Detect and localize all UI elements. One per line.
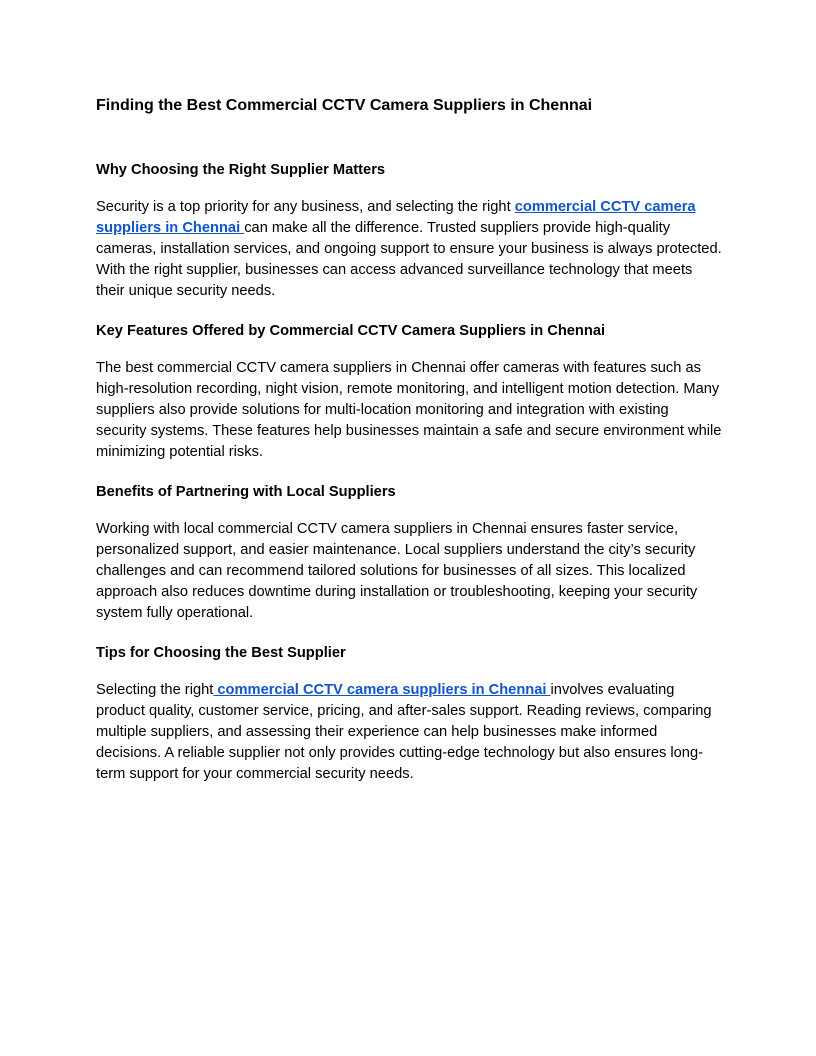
section-paragraph-tips	[96, 680, 722, 785]
section-heading-local-suppliers: Benefits of Partnering with Local Suppliers	[96, 484, 396, 500]
cctv-suppliers-link[interactable]: commercial CCTV camera suppliers in Chennai	[213, 682, 551, 698]
paragraph-text: Security is a top priority for any business, and selecting the right	[96, 199, 515, 215]
paragraph-text: Selecting the right	[96, 682, 214, 698]
paragraph-text: involves evaluating product quality, customer service, pricing, and after-sales support. Reading reviews, comparing multiple suppliers, and assessing their experience can help businesses make informed decisions. A reliable supplier not only provides cutting-edge technology but also ensures long-term support for your commercial security needs.	[96, 682, 712, 782]
section-heading-supplier-matters: Why Choosing the Right Supplier Matters	[96, 162, 386, 178]
cctv-suppliers-link[interactable]: commercial CCTV camera suppliers in Chennai	[96, 199, 696, 236]
section-paragraph-key-features: The best commercial CCTV camera suppliers in Chennai offer cameras with features such as high-resolution recording, night vision, remote monitoring, and intelligent motion detection. Many suppliers also provide solutions for multi-location monitoring and integration with existing security systems. These features help businesses maintain a safe and secure environment while minimizing potential risks.	[96, 360, 722, 460]
section-heading-key-features: Key Features Offered by Commercial CCTV Camera Suppliers in Chennai	[96, 323, 606, 339]
section-paragraph-local-suppliers: Working with local commercial CCTV camera suppliers in Chennai ensures faster service, personalized support, and easier maintenance. Local suppliers understand the city’s security challenges and can recommend tailored solutions for businesses of all sizes. This localized approach also reduces downtime during installation or troubleshooting, keeping your security system fully operational.	[96, 521, 698, 621]
document-page	[96, 94, 722, 804]
section-heading-tips: Tips for Choosing the Best Supplier	[96, 645, 346, 661]
section-paragraph-supplier-matters	[96, 197, 722, 302]
page-title: Finding the Best Commercial CCTV Camera Suppliers in Chennai	[96, 97, 593, 114]
paragraph-text: can make all the difference. Trusted suppliers provide high-quality cameras, installation services, and ongoing support to ensure your business is always protected. With the right supplier, businesses can access advanced surveillance technology that meets their unique security needs.	[96, 220, 722, 299]
